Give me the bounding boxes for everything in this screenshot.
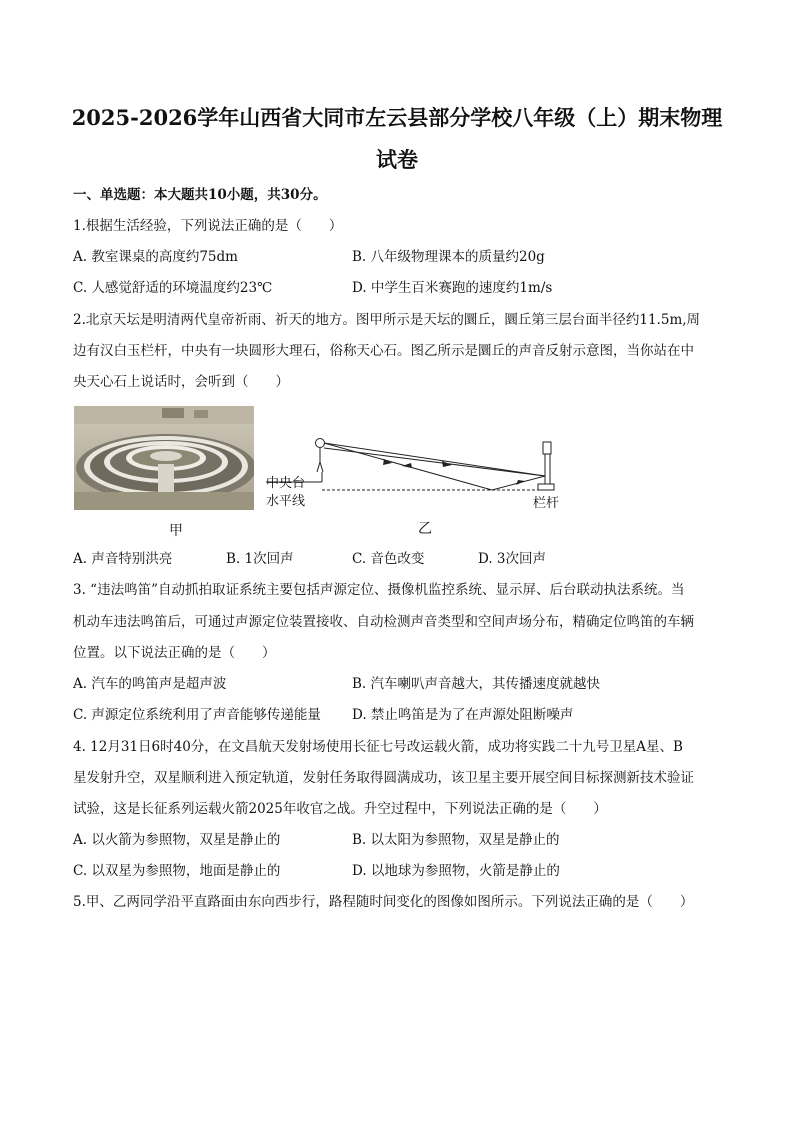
figure-a-caption-text: 甲 <box>169 523 183 539</box>
label-railing: 栏杆 <box>533 496 560 511</box>
exam-title-line1: 2025-2026学年山西省大同市左云县部分学校八年级（上）期末物理 <box>71 105 723 130</box>
label-center-platform: 中央台 <box>266 476 306 491</box>
figure-a-caption <box>169 520 183 540</box>
question-4-line3: 试验，这是长征系列运载火箭2025年收官之战。升空过程中，下列说法正确的是（ ） <box>73 801 607 817</box>
question-3-line3: 位置。以下说法正确的是（ ） <box>73 645 276 661</box>
figure-b-reflection-diagram <box>262 434 572 514</box>
question-1-option-b: B. 八年级物理课本的质量约20g <box>352 249 545 265</box>
question-2-option-d: D. 3次回声 <box>478 551 547 567</box>
question-3-line2: 机动车违法鸣笛后，可通过声源定位装置接收、自动检测声音类型和空间声场分布，精确定位鸣笛的车辆 <box>73 614 694 630</box>
question-2-line1: 2.北京天坛是明清两代皇帝祈雨、祈天的地方。图甲所示是天坛的圜丘，圜丘第三层台面半径约11.5m,周 <box>73 312 701 328</box>
question-1-option-d: D. 中学生百米赛跑的速度约1m/s <box>352 280 553 296</box>
question-4-option-b: B. 以太阳为参照物，双星是静止的 <box>352 832 560 848</box>
question-3-option-b: B. 汽车喇叭声音越大，其传播速度就越快 <box>352 676 601 692</box>
question-4-line1: 4. 12月31日6时40分，在文昌航天发射场使用长征七号改运载火箭，成功将实践二十九号卫星A星、B <box>73 739 683 755</box>
exam-title-line2: 试卷 <box>376 147 418 172</box>
label-horizontal-line: 水平线 <box>266 494 306 509</box>
question-2-line2: 边有汉白玉栏杆，中央有一块圆形大理石，俗称天心石。图乙所示是圜丘的声音反射示意图，当你站在中 <box>73 343 694 359</box>
question-2-option-b: B. 1次回声 <box>226 551 294 567</box>
question-3-line1: 3. “违法鸣笛”自动抓拍取证系统主要包括声源定位、摄像机监控系统、显示屏、后台联动执法系统。当 <box>73 582 685 598</box>
question-2-option-c: C. 音色改变 <box>352 551 425 567</box>
question-5-stem: 5.甲、乙两同学沿平直路面由东向西步行，路程随时间变化的图像如图所示。下列说法正确的是（ ） <box>73 894 694 910</box>
railing-post <box>543 442 551 454</box>
question-3-option-c: C. 声源定位系统利用了声音能够传递能量 <box>73 707 321 723</box>
question-2-line3: 央天心石上说话时，会听到（ ） <box>73 374 289 390</box>
question-1-option-a: A. 教室课桌的高度约75dm <box>73 249 238 265</box>
speaker-head <box>316 439 325 448</box>
figure-b-caption: 乙 <box>418 521 432 537</box>
figure-a-altar-photo <box>74 406 254 510</box>
question-4-line2: 星发射升空，双星顺利进入预定轨道，发射任务取得圆满成功，该卫星主要开展空间目标探测新技术验证 <box>73 770 694 786</box>
section-heading: 一、单选题：本大题共10小题，共30分。 <box>73 187 327 203</box>
question-4-option-c: C. 以双星为参照物，地面是静止的 <box>73 863 281 879</box>
question-4-option-a: A. 以火箭为参照物，双星是静止的 <box>73 832 281 848</box>
question-3-option-a: A. 汽车的鸣笛声是超声波 <box>73 676 227 692</box>
question-4-option-d: D. 以地球为参照物，火箭是静止的 <box>352 863 560 879</box>
question-3-option-d: D. 禁止鸣笛是为了在声源处阻断噪声 <box>352 707 574 723</box>
question-1-stem: 1.根据生活经验，下列说法正确的是（ ） <box>73 218 343 234</box>
question-1-option-c: C. 人感觉舒适的环境温度约23℃ <box>73 280 273 296</box>
question-2-option-a: A. 声音特别洪亮 <box>73 551 173 567</box>
